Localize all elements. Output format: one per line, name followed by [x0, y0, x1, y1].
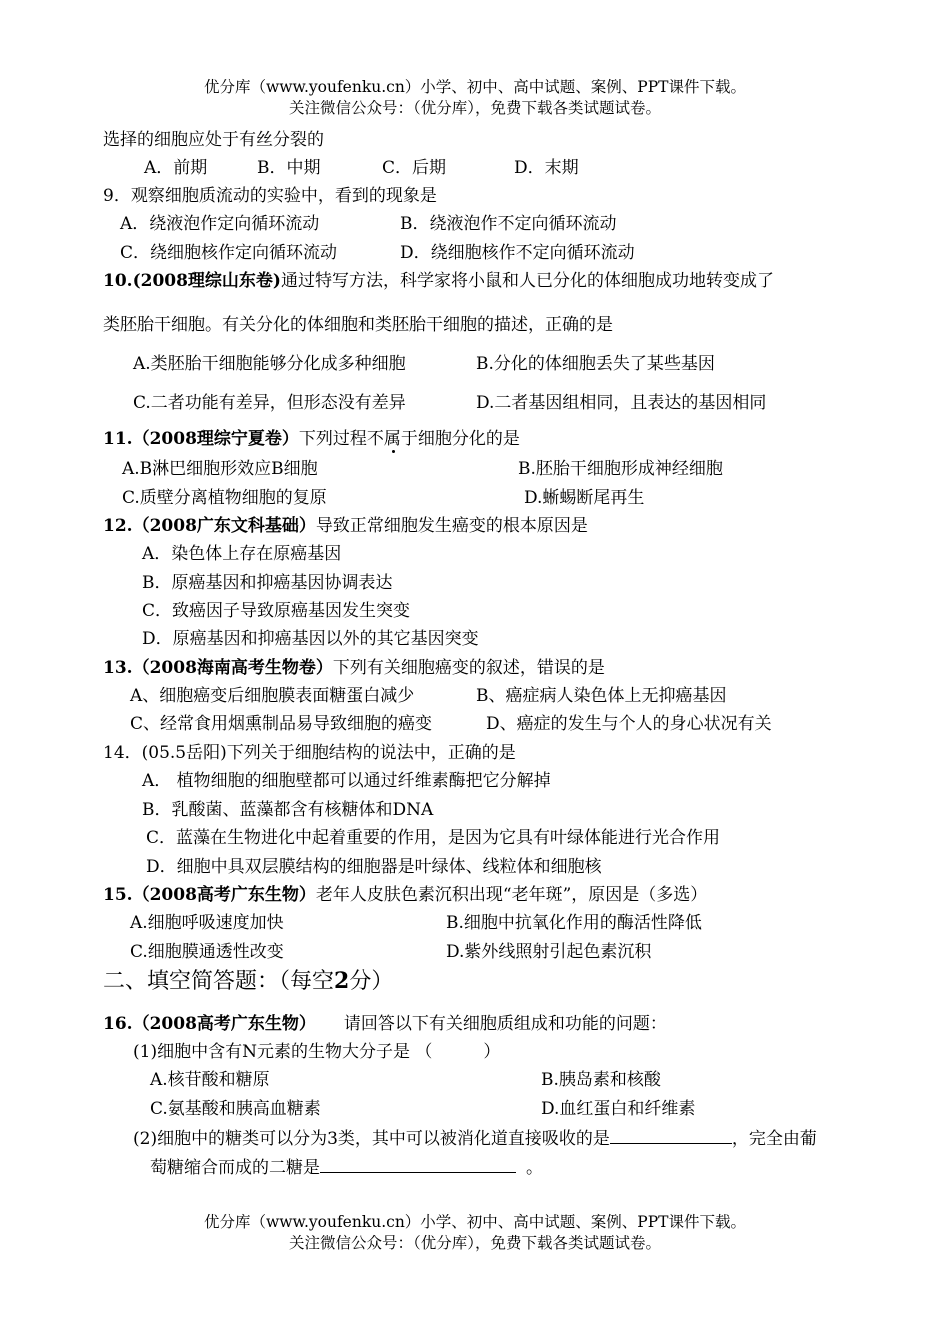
section-heading-text: 二、填空简答题：（每空 [103, 969, 335, 994]
q11-source: （2008理综宁夏卷） [132, 429, 299, 449]
q9-option-d: D．绕细胞核作不定向循环流动 [400, 243, 635, 263]
q16-sub-2-line-2 [150, 1156, 543, 1179]
q13-option-a: A、细胞癌变后细胞膜表面糖蛋白减少 [130, 686, 415, 706]
q11-option-a: A.B淋巴细胞形效应B细胞 [122, 459, 318, 479]
q13-option-b: B、癌症病人染色体上无抑癌基因 [476, 686, 727, 706]
q9-option-c: C．绕细胞核作定向循环流动 [120, 243, 338, 263]
q15-option-a: A.细胞呼吸速度加快 [130, 913, 284, 933]
footer-line-2: 关注微信公众号：（优分库），免费下载各类试题试卷。 [288, 1234, 661, 1252]
q10-stem-line-1 [103, 270, 774, 292]
q16-option-c: C.氨基酸和胰高血糖素 [150, 1099, 321, 1119]
q10-stem-line-2: 类胚胎干细胞。有关分化的体细胞和类胚胎干细胞的描述，正确的是 [103, 315, 613, 335]
q9-option-a: A．绕液泡作定向循环流动 [120, 214, 320, 234]
q9-stem: 9．观察细胞质流动的实验中，看到的现象是 [103, 186, 437, 206]
q16-sub-2-cont: ，完全由葡 [731, 1129, 817, 1149]
q12-option-d: D．原癌基因和抑癌基因以外的其它基因突变 [142, 629, 479, 649]
section-heading [103, 967, 393, 996]
q13-stem [103, 657, 605, 679]
q9-option-b: B．绕液泡作不定向循环流动 [400, 214, 617, 234]
q11-stem [103, 428, 520, 450]
q10-stem-text: 通过特写方法，科学家将小鼠和人已分化的体细胞成功地转变成了 [280, 271, 774, 291]
q12-option-c: C．致癌因子导致原癌基因发生突变 [142, 601, 411, 621]
q16-sub-1: (1)细胞中含有N元素的生物大分子是 （ ） [133, 1042, 501, 1062]
q16-stem [103, 1013, 667, 1035]
q16-sub-2-end: 。 [526, 1158, 543, 1178]
q12-option-a: A．染色体上存在原癌基因 [142, 544, 342, 564]
q15-stem-text: 老年人皮肤色素沉积出现“老年斑”，原因是（多选） [315, 885, 708, 905]
q8-option-d: D．末期 [514, 158, 579, 178]
q11-option-b: B.胚胎干细胞形成神经细胞 [518, 459, 723, 479]
q10-option-b: B.分化的体细胞丢失了某些基因 [476, 354, 715, 374]
q11-number: 11. [103, 429, 133, 449]
q16-sub-2-text-2: 萄糖缩合而成的二糖是 [150, 1158, 320, 1178]
q16-source: （2008高考广东生物） [132, 1014, 316, 1034]
q10-option-c: C.二者功能有差异，但形态没有差异 [133, 393, 406, 413]
q12-stem-text: 导致正常细胞发生癌变的根本原因是 [315, 516, 588, 536]
q14-option-c: C．蓝藻在生物进化中起着重要的作用，是因为它具有叶绿体能进行光合作用 [146, 828, 721, 848]
q11-stem-text: 下列过程不属于细胞分化的是 [298, 429, 520, 449]
q13-stem-text: 下列有关细胞癌变的叙述，错误的是 [332, 658, 605, 678]
q15-option-c: C.细胞膜通透性改变 [130, 942, 284, 962]
answer-blank-2[interactable] [320, 1156, 516, 1173]
q16-stem-text: 请回答以下有关细胞质组成和功能的问题： [343, 1014, 667, 1034]
q12-stem [103, 515, 588, 537]
q8-stem: 选择的细胞应处于有丝分裂的 [103, 130, 324, 150]
q16-sub-2-line-1 [133, 1127, 817, 1150]
q16-option-a: A.核苷酸和糖原 [150, 1070, 270, 1090]
section-heading-suffix: 分） [349, 969, 394, 994]
q12-source: （2008广东文科基础） [132, 516, 316, 536]
q16-number: 16. [103, 1014, 133, 1034]
q12-number: 12. [103, 516, 133, 536]
q10-source: (2008理综山东卷) [132, 271, 281, 291]
q15-stem [103, 884, 707, 906]
q10-number: 10. [103, 271, 133, 291]
q13-source: （2008海南高考生物卷） [132, 658, 333, 678]
q14-stem: 14．(05.5岳阳)下列关于细胞结构的说法中，正确的是 [103, 743, 516, 763]
q14-option-b: B．乳酸菌、蓝藻都含有核糖体和DNA [142, 800, 434, 820]
q8-option-b: B．中期 [257, 158, 321, 178]
q8-option-a: A．前期 [144, 158, 208, 178]
q15-option-b: B.细胞中抗氧化作用的酶活性降低 [446, 913, 702, 933]
q15-option-d: D.紫外线照射引起色素沉积 [446, 942, 652, 962]
q12-option-b: B．原癌基因和抑癌基因协调表达 [142, 573, 393, 593]
footer-line-1: 优分库（www.youfenku.cn）小学、初中、高中试题、案例、PPT课件下载。 [203, 1213, 747, 1231]
q16-option-b: B.胰岛素和核酸 [541, 1070, 661, 1090]
q15-number: 15. [103, 885, 133, 905]
q13-option-d: D、癌症的发生与个人的身心状况有关 [486, 714, 772, 734]
q11-option-d: D.蜥蜴断尾再生 [524, 488, 645, 508]
q13-number: 13. [103, 658, 133, 678]
q10-option-d: D.二者基因组相同，且表达的基因相同 [476, 393, 767, 413]
q15-source: （2008高考广东生物） [132, 885, 316, 905]
q14-option-a: A． 植物细胞的细胞壁都可以通过纤维素酶把它分解掉 [142, 771, 551, 791]
emphasis-dot [392, 450, 395, 453]
header-line-1: 优分库（www.youfenku.cn）小学、初中、高中试题、案例、PPT课件下载。 [203, 78, 747, 96]
q11-option-c: C.质壁分离植物细胞的复原 [122, 488, 327, 508]
header-line-2: 关注微信公众号：（优分库），免费下载各类试题试卷。 [288, 99, 661, 117]
q14-option-d: D．细胞中具双层膜结构的细胞器是叶绿体、线粒体和细胞核 [146, 857, 602, 877]
q10-option-a: A.类胚胎干细胞能够分化成多种细胞 [133, 354, 406, 374]
q16-option-d: D.血红蛋白和纤维素 [541, 1099, 696, 1119]
q13-option-c: C、经常食用烟熏制品易导致细胞的癌变 [130, 714, 433, 734]
q8-option-c: C．后期 [382, 158, 447, 178]
section-points: 2 [334, 968, 350, 994]
answer-blank-1[interactable] [610, 1127, 732, 1144]
q16-sub-2-text: (2)细胞中的糖类可以分为3类，其中可以被消化道直接吸收的是 [133, 1129, 610, 1149]
